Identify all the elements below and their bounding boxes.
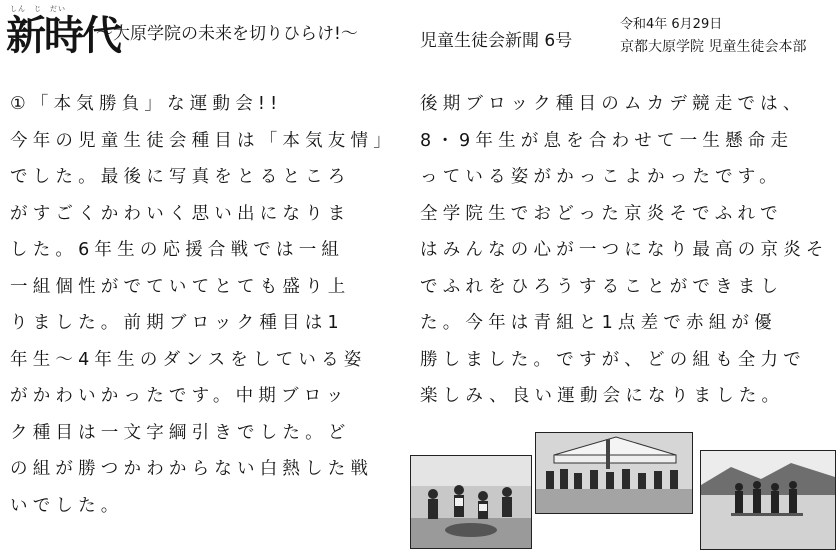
article-line: がかわいかったです。中期ブロッ <box>10 386 349 406</box>
article-left-column <box>10 86 396 524</box>
article-line: でした。最後に写真をとるところ <box>10 167 351 187</box>
page-subtitle: ～大原学院の未来を切りひらけ!～ <box>96 24 358 44</box>
article-line: た。今年は青組と1点差で赤組が優 <box>420 313 777 333</box>
children-relay-photo <box>410 455 532 549</box>
article-line: でふれをひろうすることができまし <box>420 276 784 297</box>
article-line: 後期ブロック種目のムカデ競走では、 <box>420 94 806 114</box>
issue-date: 令和4年 6月29日 <box>620 17 723 32</box>
title-furigana: しん じ だい <box>10 5 66 13</box>
article-line: の組が勝つかわからない白熱した戦 <box>10 459 374 479</box>
article-line: 年生～4年生のダンスをしている姿 <box>10 349 367 370</box>
newspaper-name: 児童生徒会新聞 6号 <box>420 31 573 51</box>
article-line: ク種目は一文字綱引きでした。ど <box>10 422 351 443</box>
article-line: 今年の児童生徒会種目は「本気友情」 <box>10 130 396 151</box>
centipede-race-photo <box>700 450 836 550</box>
article-right-column <box>420 86 829 415</box>
article-line: はみんなの心が一つになり最高の京炎そ <box>420 240 829 260</box>
article-line: いでした。 <box>10 495 124 516</box>
article-line: 勝しました。ですが、どの組も全力で <box>420 349 806 370</box>
publisher-organization: 京都大原学院 児童生徒会本部 <box>620 39 807 55</box>
article-line: 楽しみ、良い運動会になりました。 <box>420 386 785 406</box>
article-line: 全学院生でおどった京炎そでふれで <box>420 203 783 224</box>
article-line: した。6年生の応援合戦では一組 <box>10 240 345 260</box>
tent-field-event-photo <box>535 432 693 514</box>
article-line: ①「本気勝負」な運動会!! <box>10 94 283 114</box>
article-line: がすごくかわいく思い出になりま <box>10 203 351 224</box>
article-line: 8・9年生が息を合わせて一生懸命走 <box>420 130 794 151</box>
article-line: 一組個性がでていてとても盛り上 <box>10 276 351 297</box>
article-line: っている姿がかっこよかったです。 <box>420 167 782 187</box>
page-title: 新時代 <box>6 13 120 59</box>
article-line: りました。前期ブロック種目は1 <box>10 313 344 333</box>
